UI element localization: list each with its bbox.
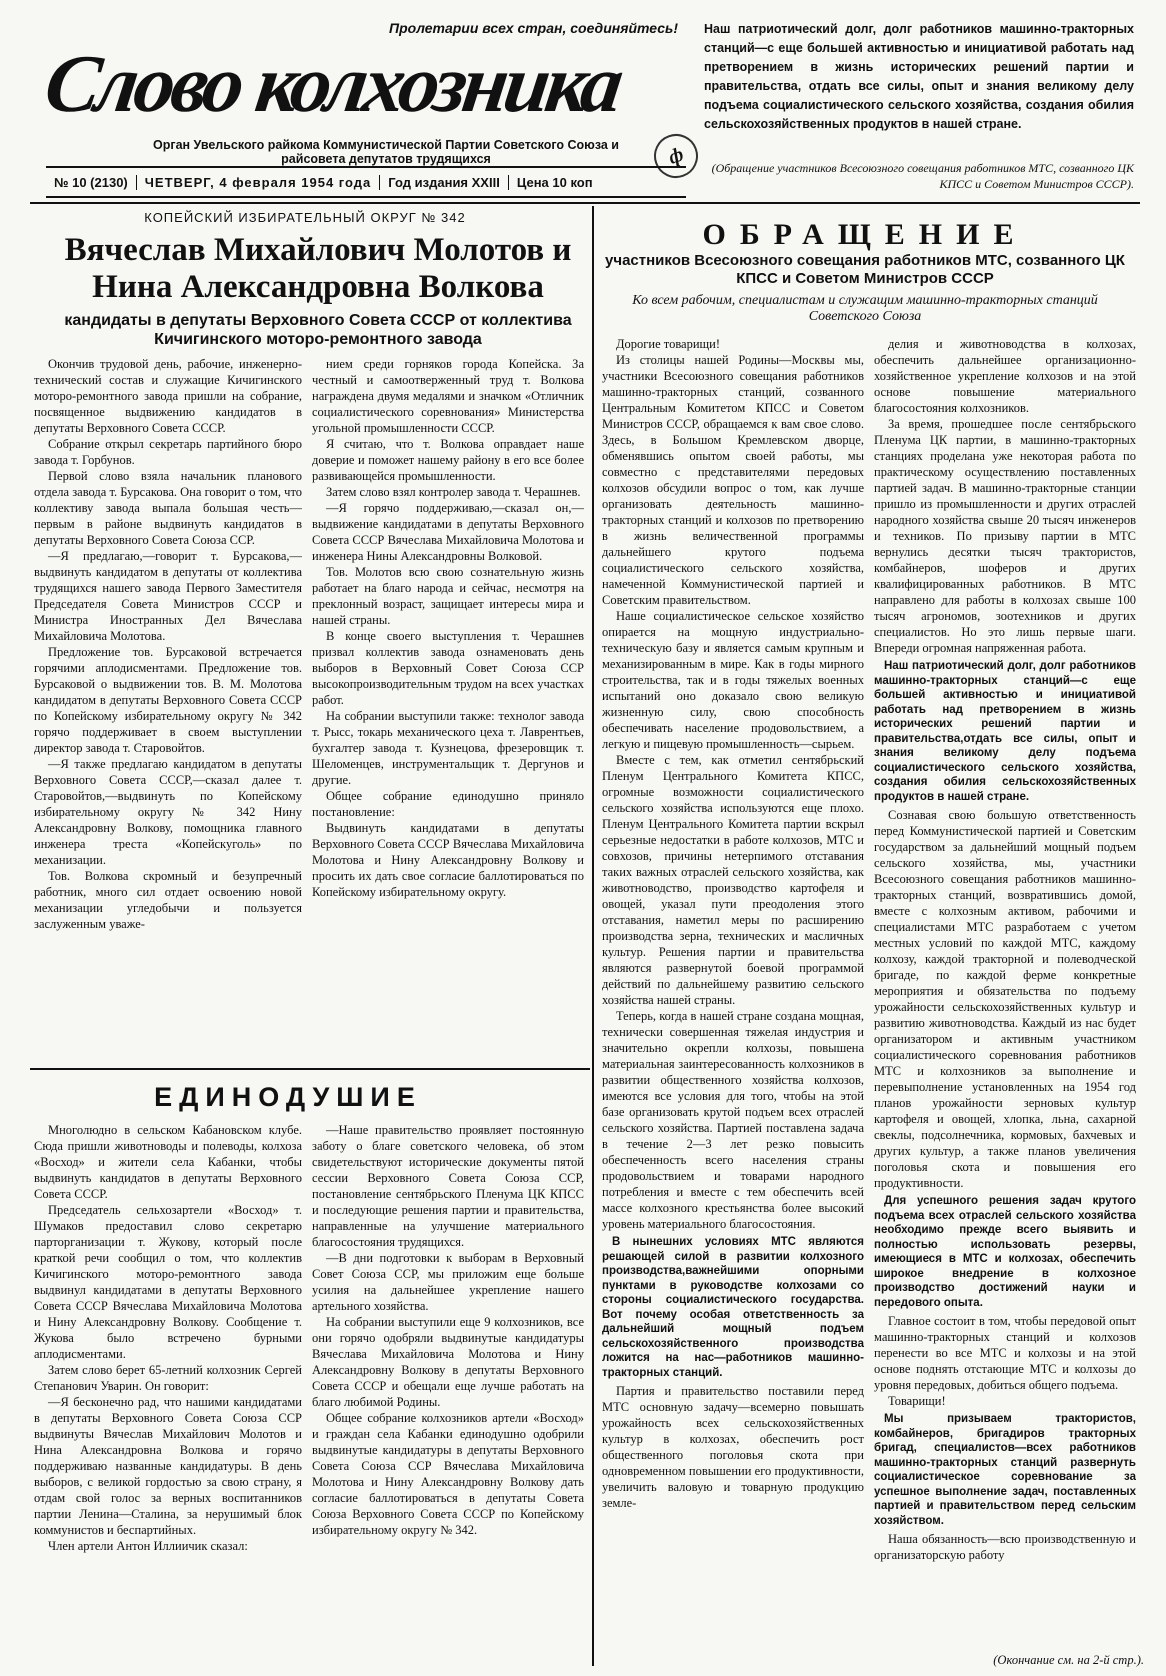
issue-date: ЧЕТВЕРГ, 4 февраля 1954 года — [137, 175, 381, 190]
paragraph: Наша обязанность—всю производственную и организаторскую работу — [874, 1532, 1136, 1562]
paragraph: Первой слово взяла начальник планового отдела завода т. Бурсакова. Она говорит о том, что коллективу завода выпала большая честь—первым в районе выдвинуть кандидатов в депутаты Верховного Совета Союза ССР. — [34, 469, 302, 547]
paragraph: На собрании выступили еще 9 колхозников, все они горячо одобряли выдвинутые кандидатуры Вячеслава Михайловича Молотова и Нину Александровну Волкову в депутаты Верховного Совета СССР и обещали еще лучше работать на благо любимой Родины. — [312, 1315, 584, 1409]
paragraph: Многолюдно в сельском Кабановском клубе. Сюда пришли животноводы и полеводы, колхоза «Восход» и жители села Кабанки, чтобы выдвинуть кандидатов в депутаты Верховного Совета СССР. — [34, 1123, 302, 1201]
paragraph: Член артели Антон Иллиичик сказал: — [48, 1539, 248, 1553]
paragraph: Сознавая свою большую ответственность перед Коммунистической партией и Советским государством за дальнейший мощный подъем сельского хозяйства, мы, участники Всесоюзного совещания работников машинно-тракторных станций, возвратившись домой, вместе с колхозным активом, рабочими и специалистами МТС разработаем с учетом местных условий по каждой МТС, каждому колхозу, каждой тракторной и полеводческой бригаде, по каждой ферме конкретные мероприятия и обязательства по подъему урожайности сельскохозяйственных культур и развитию животноводства. Каждый из нас будет организатором и активным участником социалистического соревнования работников МТС и колхозников за выполнение и перевыполнение установленных на 1954 год планов урожайности зерновых культур картофеля и овощей, хлопка, льна, сахарной свеклы, подсолнечника, кормовых, бахчевых и других культур, а также планов увеличения поголовья скота и повышения его продуктивности. — [874, 808, 1136, 1190]
article2-column-2 — [312, 1122, 584, 1670]
paragraph: —Я бесконечно рад, что нашими кандидатами в депутаты Верховного Совета Союза ССР выдвинуты Вячеслав Михайлович Молотов и Нина Александровна Волкова и горячо поддерживаю названные кандидатуры. В день выборов, с великой гордостью за свою страну, я отдам свой голос за верных воспитанников партии Ленина—Сталина, за нерушимый блок коммунистов и беспартийных. — [34, 1395, 302, 1537]
issue-price: Цена 10 коп — [516, 174, 593, 190]
paragraph: Теперь, когда в нашей стране создана мощная, технически совершенная тяжелая индустрия и значительно окрепли колхозы, повышена материальная заинтересованность колхозников в развитии общественного хозяйства колхозов, имеются все условия для того, чтобы на этой базе организовать крутой подъем всех отраслей сельского хозяйства. Партией поставлена задача в течение 2—3 лет резко повысить обеспеченность всего населения страны продовольствием и товарами народного потребления и вместе с тем обеспечить всей массе колхозного крестьянства более высокий уровень материального благосостояния. — [602, 1009, 864, 1231]
paragraph: Собрание открыл секретарь партийного бюро завода т. Горбунов. — [34, 437, 302, 467]
paragraph: нием среди горняков города Копейска. За честный и самоотверженный труд т. Волкова награждена двумя медалями и значком «Отличник социалистического соревнования» Министерства угольной промышленности СССР. — [312, 357, 584, 435]
article1-headline: Вячеслав Михайлович Молотов и Нина Александровна Волкова — [64, 232, 572, 305]
paragraph: Затем слово взял контролер завода т. Черашнев. — [326, 485, 581, 499]
continuation-note: (Окончание см. на 2-й стр.). — [993, 1653, 1144, 1667]
article1-column-2 — [312, 356, 584, 1062]
issue-number: № 10 (2130) — [46, 175, 137, 190]
newspaper-organ: Орган Увельского райкома Коммунистической Партии Советского Союза и райсовета депутатов трудящихся — [153, 138, 619, 166]
newspaper-title: Слово колхозника — [39, 38, 626, 129]
masthead — [39, 20, 687, 170]
article1-column-1 — [34, 356, 302, 1062]
header-quote-source: (Обращение участников Всесоюзного совещания работников МТС, созванного ЦК КПСС и Советом Министров СССР). — [711, 161, 1134, 191]
masthead-slogan: Пролетарии всех стран, соединяйтесь! — [389, 20, 678, 36]
paragraph: делия и животноводства в колхозах, обеспечить дальнейшее организационно-хозяйственное укрепление колхозов и на этой основе повышение материального благосостояния колхозников. — [874, 337, 1136, 415]
paragraph: Председатель сельхозартели «Восход» т. Шумаков предоставил слово секретарю парторганизации т. Жукову, который после краткой речи сообщил о том, что коллектив Кичигинского моторо-ремонтного завода выдвинул кандидатами в депутаты Верховного Совета СССР Вячеслава Михайловича Молотова и Нину Александровну Волкову. Сообщение т. Жукова было встречено бурными аплодисментами. — [34, 1203, 302, 1361]
paragraph: Общее собрание колхозников артели «Восход» и граждан села Кабанки единодушно одобрили выдвинутые кандидатуры в депутаты Верховного Совета Союза ССР Вячеслава Михайловича Молотова и Нину Александровну Волкову дать согласие баллотироваться в депутаты Совета Союза Верховного Совета СССР по Копейскому избирательному округу № 342. — [312, 1411, 584, 1537]
header-quote: Наш патриотический долг, долг работников машинно-тракторных станций—с еще большей активностью и инициативой работать над претворением в жизнь исторических решений партии и правительства, отдать все силы, опыт и знания великому делу подъема социалистического сельского хозяйства, создания обилия сельскохозяйственных продуктов в нашей стране. — [704, 22, 1134, 131]
paragraph: Общее собрание единодушно приняло постановление: — [312, 789, 584, 819]
paragraph: Для успешного решения задач крутого подъема всех отраслей сельского хозяйства необходимо прежде всего выявить и полностью использовать резервы, имеющиеся в МТС и колхозах, обеспечить широкое внедрение в колхозное производство достижений науки и передового опыта. — [874, 1195, 1136, 1309]
paragraph: В нынешних условиях МТС являются решающей силой в развитии колхозного производства,важнейшими опорными пунктами в руководстве колхозами со стороны социалистического государства. Вот почему особая ответственность за дальнейший мощный подъем сельскохозяйственного производства ложится на нас—работников машинно-тракторных станций. — [602, 1236, 864, 1379]
paragraph: Главное состоит в том, чтобы передовой опыт машинно-тракторных станций и колхозов перенести во все МТС и колхозы и на этой основе поднять отстающие МТС и колхозы до уровня передовых, добиться общего подъема. — [874, 1314, 1136, 1392]
paragraph: Вместе с тем, как отметил сентябрьский Пленум Центрального Комитета КПСС, огромные возможности социалистического сельского хозяйства используются еще плохо. Пленум Центрального Комитета партии вскрыл серьезные недостатки в работе колхозов, МТС и совхозов, причины нетерпимого отставания таких важных отраслей сельского хозяйства, как животноводство, производство картофеля и овощей, указал пути преодоления этого отставания, наметил меры по расширению производства зерна, технических и масличных культур. Решения партии и правительства являются развернутой боевой программой действий по дальнейшему развитию сельского хозяйства нашей страны. — [602, 753, 864, 1007]
paragraph: Мы призываем трактористов, комбайнеров, бригадиров тракторных бригад, специалистов—всех работников машинно-тракторных станций развернуть социалистическое соревнование за успешное выполнение задач, поставленных партией и правительством перед сельским хозяйством. — [874, 1413, 1136, 1527]
paragraph: Я считаю, что т. Волкова оправдает наше доверие и поможет нашему району в его все более развивающейся промышленности. — [312, 437, 584, 483]
article1-subhead: кандидаты в депутаты Верховного Совета СССР от коллектива Кичигинского моторо-ремонтного завода — [64, 312, 572, 348]
paragraph: Выдвинуть кандидатами в депутаты Верховного Совета СССР Вячеслава Михайловича Молотова и Нину Александровну Волкову и просить их дать свое согласие баллотироваться по Копейскому избирательному округу. — [312, 821, 584, 899]
paragraph: В конце своего выступления т. Черашнев призвал коллектив завода ознаменовать день выборов в Верховный Совет Союза ССР высокопроизводительным трудом на всех участках работ. — [312, 629, 584, 707]
article-divider — [30, 1068, 590, 1070]
article2-column-1 — [34, 1122, 302, 1670]
paragraph: Предложение тов. Бурсаковой встречается горячими аплодисментами. Предложение тов. Бурсаковой о выдвижении тов. В. М. Молотова кандидатом в депутаты Верховного Совета СССР по Копейскому избирательному округу № 342 горячо поддерживает в своем выступлении директор завода т. Старовойтов. — [34, 645, 302, 755]
paragraph: —Я горячо поддерживаю,—сказал он,—выдвижение кандидатами в депутаты Верховного Совета СССР Вячеслава Михайловича Молотова и инженера Нины Александровны Волковой. — [312, 501, 584, 563]
paragraph: Партия и правительство поставили перед МТС основную задачу—всемерно повышать урожайность всех сельскохозяйственных культур в колхозах, обеспечить рост общественного поголовья скота при одновременном повышении его продуктивности, увеличить валовую и товарную продукцию земле- — [602, 1384, 864, 1510]
appeal-address: Ко всем рабочим, специалистам и служащим машинно-тракторных станций Советского Союза — [632, 293, 1098, 324]
paragraph: Тов. Волкова скромный и безупречный работник, много сил отдает освоению новой механизации угледобычи и пользуется заслуженным уваже- — [34, 869, 302, 931]
paragraph: Тов. Молотов всю свою сознательную жизнь работает на благо народа и сейчас, несмотря на преклонный возраст, защищает интересы мира и нашей страны. — [312, 565, 584, 627]
issue-info-bar — [46, 166, 686, 198]
appeal-title: ОБРАЩЕНИЕ — [702, 218, 1028, 251]
paragraph: За время, прошедшее после сентябрьского Пленума ЦК партии, в машинно-тракторных станциях проделана уже некоторая работа по практическому осуществлению поставленных партией задач. В машинно-тракторные станции пришло из промышленности и других отраслей народного хозяйства свыше 20 тысяч инженеров и техников. По призыву партии в МТС вернулись десятки тысяч трактористов, комбайнеров, шоферов и других квалифицированных работников. В МТС направлено для работы в колхозах свыше 100 тысяч агрономов, зоотехников и других специалистов. Но это лишь первые шаги. Впереди огромная напряженная работа. — [874, 417, 1136, 655]
paragraph: —Я также предлагаю кандидатом в депутаты Верховного Совета СССР,—сказал далее т. Старовойтов,—выдвинуть по Копейскому избирательному округу № 342 Нину Александровну Волкову, помощника главного инженера треста «Копейскуголь» по механизации. — [34, 757, 302, 867]
appeal-column-2 — [874, 336, 1136, 1646]
paragraph: Наш патриотический долг, долг работников машинно-тракторных станций—с еще большей активностью и инициативой работать над претворением в жизнь исторических решений партии и правительства,отдать все силы, опыт и знания великому делу подъема социалистического сельского хозяйства, создания обилия сельскохозяйственных продуктов в нашей стране. — [874, 660, 1136, 803]
header-divider — [30, 202, 1140, 204]
paragraph: Наше социалистическое сельское хозяйство опирается на мощную индустриально-техническую базу и является самым крупным и механизированным в мире. Как в годы мирного строительства, так и в годы тяжелых военных испытаний оно доказало свою великую жизненную силу, свою способность обеспечивать население продовольствием, а легкую и пищевую промышленность—сырьем. — [602, 609, 864, 751]
paragraph: —Наше правительство проявляет постоянную заботу о благе советского человека, об этом свидетельствуют исторические документы пятой сессии Верховного Совета Союза ССР, постановление сентябрьского Пленума ЦК КПСС и последующие решения партии и правительства, направленные на улучшение материального благосостояния трудящихся. — [312, 1123, 584, 1249]
paragraph: Из столицы нашей Родины—Москвы мы, участники Всесоюзного совещания работников машинно-тракторных станций, созванного Центральным Комитетом КПСС и Советом Министров СССР, обращаемся к вам свое слово. Здесь, в Большом Кремлевском дворце, обменявшись опытом своей работы, мы совместно с представителями передовых колхозов обсудили вопрос о том, как лучше организовать деятельность машинно-тракторных станций и колхозов по претворению в жизнь величественной программы дальнейшего крутого подъема социалистического сельского хозяйства, намеченной Коммунистической партией и Советским правительством. — [602, 353, 864, 607]
appeal-column-1 — [602, 336, 864, 1668]
column-divider — [592, 206, 594, 1666]
paragraph: Дорогие товарищи! — [616, 337, 721, 351]
paragraph: Товарищи! — [888, 1394, 946, 1408]
paragraph: На собрании выступили также: технолог завода т. Рысс, токарь механического цеха т. Лаврентьев, бухгалтер завода т. Кузнецова, фрезеровщик т. Шеломенцев, инструментальщик т. Дергунов и другие. — [312, 709, 584, 787]
article1-kicker: КОПЕЙСКИЙ ИЗБИРАТЕЛЬНЫЙ ОКРУГ № 342 — [144, 210, 466, 225]
paragraph: —Я предлагаю,—говорит т. Бурсакова,—выдвинуть кандидатом в депутаты от коллектива трудящихся нашего завода Первого Заместителя Председателя Совета Министров СССР и Министра Иностранных Дел Вячеслава Михайловича Молотова. — [34, 549, 302, 643]
paragraph: —В дни подготовки к выборам в Верховный Совет Союза ССР, мы приложим еще больше усилия на дальнейшее укрепление нашего артельного хозяйства. — [312, 1251, 584, 1313]
paragraph: Затем слово берет 65-летний колхозник Сергей Степанович Уварин. Он говорит: — [34, 1363, 302, 1393]
paragraph: Окончив трудовой день, рабочие, инженерно-технический состав и служащие Кичигинского моторо-ремонтного завода пришли на собрание, посвященное выдвижению кандидатов в депутаты Верховного Совета СССР. — [34, 357, 302, 435]
appeal-subtitle: участников Всесоюзного совещания работников МТС, созванного ЦК КПСС и Советом Министров СССР — [605, 252, 1125, 287]
publication-year: Год издания XXIII — [380, 175, 509, 190]
article2-headline: ЕДИНОДУШИЕ — [154, 1082, 422, 1112]
library-stamp: ф — [648, 128, 704, 184]
